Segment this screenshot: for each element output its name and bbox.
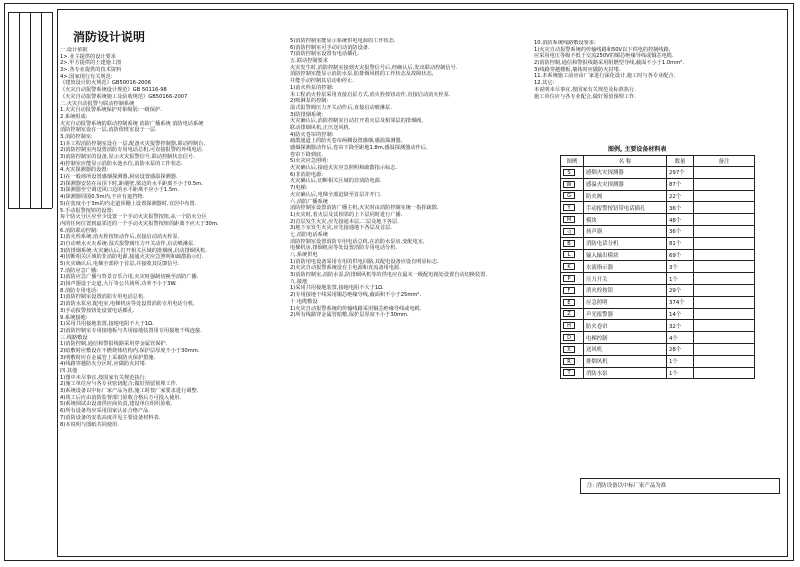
note-line: 3)系统设备以中标厂家产品为准,施工时按厂家要求进行调整. (60, 388, 199, 395)
note-line: 一.设计依据 (60, 47, 88, 53)
legend-symbol-icon: G (563, 192, 575, 199)
table-header-row (561, 156, 755, 167)
table-row (561, 308, 755, 320)
note-line: 《火灾自动报警系统设计规范》GB 50116-98 (60, 87, 167, 94)
legend-symbol-icon: X (563, 346, 575, 353)
cell-name: 应急照明 (584, 296, 667, 308)
note-line: 4)竣工后应由消防监督部门验收合格后方可投入使用. (60, 394, 182, 401)
cell-note (694, 214, 755, 226)
note-line: 1)火灾自动报警系统的传输线路和50V以下供电的控制线路, (534, 46, 671, 53)
cell-name: 防火卷帘 (584, 320, 667, 332)
note-line: 6.消防联动控制: (60, 227, 98, 234)
legend-symbol (561, 225, 584, 237)
note-line: 6)消防控制室可手动启动消防设备. (290, 44, 370, 51)
note-line: 3)地下室发生火灾,应先接通地下各层及首层. (290, 225, 392, 232)
note-line: 消防控制室设置消防广播主机,火灾时由消防控制室统一指挥疏散. (290, 205, 439, 212)
note-line: 1)图中未尽事宜,按国家有关规范执行. (60, 374, 147, 381)
note-line: 2)消防控制,通信和警报线路采用阻燃型导线,截面不小于1.0mm². (534, 60, 685, 67)
note-line: 火灾确认后,接通火灾应急照明和疏散指示标志. (290, 165, 398, 172)
page-title: 消防设计说明 (73, 30, 146, 44)
cell-note (694, 355, 755, 367)
legend-symbol (561, 332, 584, 344)
cell-qty: 87个 (667, 178, 694, 190)
note-line: 2)喷淋泵的控制: (290, 98, 329, 105)
note-line: 1)火灾自动报警系统的传输线路采用铜芯绝缘导线或电缆. (290, 305, 422, 312)
note-line: 9.系统接地: (60, 314, 88, 321)
table-row (561, 237, 755, 249)
note-line: 五.联动控制要求 (290, 58, 328, 65)
note-line: 1)本工程消防控制室设在一层,配备火灾报警控制器,联动控制台. (60, 140, 206, 147)
note-line: 7)消防控制室设置有电话插孔. (290, 51, 360, 58)
table-row (561, 202, 755, 214)
legend-symbol (561, 320, 584, 332)
table-row (561, 167, 755, 179)
note-line: 2)专用接地干线采用铜芯绝缘导线,截面积不小于25mm². (290, 292, 422, 299)
note-line: 2)自动喷水灭火系统:湿式报警阀压力开关动作,启动喷淋泵. (60, 240, 195, 247)
note-line: 7)消防设备的安装高度详见主要设备材料表. (60, 414, 161, 421)
note-line: 12.其它: (534, 80, 555, 87)
note-line: 5)在宽度小于3m的内走道顶棚上设置探测器时,宜居中布置. (60, 200, 197, 207)
table-row (561, 214, 755, 226)
note-line: 每个防火分区应至少设置一个手动火灾报警按钮,从一个防火分区 (60, 214, 207, 221)
cell-name: 水流指示器 (584, 261, 667, 273)
legend-symbol (561, 237, 584, 249)
table-row (561, 296, 755, 308)
note-line: 感烟探测器动作后,卷帘下降至距地1.8m,感温探测器动作后, (290, 145, 428, 151)
cell-qty: 1个 (667, 367, 694, 379)
legend-symbol-icon: P (563, 275, 575, 282)
cell-name: 感温火灾探测器 (584, 178, 667, 190)
cell-note (694, 237, 755, 249)
note-line: 8)本说明与图纸共同使用. (60, 421, 119, 428)
legend-symbol (561, 214, 584, 226)
note-line: 本说明未尽事宜,按国家有关规范及标准执行. (534, 86, 636, 93)
note-line: 火灾发生时,消防控制室接到火灾报警信号后,经确认后,发出联动控制信号. (290, 64, 458, 71)
note-line: 消防控制室能显示消防水泵,防排烟风机的工作状态及故障状态, (290, 71, 434, 78)
note-line: 2)扬声器设于走道,大厅等公共场所,功率不小于3W. (60, 281, 177, 288)
note-line: 4)防火卷帘的控制: (290, 131, 334, 138)
note-line: 1>.业主提供的设计要求 (60, 53, 116, 60)
note-line: 5)系统调试由设备供应商负责,建设单位组织验收. (60, 401, 173, 408)
note-line: 火灾确认后,电梯全部迫降至首层并开门. (290, 191, 382, 198)
note-line: 8.消防专用电话: (60, 287, 98, 294)
table-row (561, 343, 755, 355)
note-line: 3)消防控制室的设备,显示火灾报警信号,联动控制状态信号. (60, 154, 195, 160)
cell-qty: 36个 (667, 202, 694, 214)
note-line: 4)切断相关区域的非消防电源,接通火灾应急照明和疏散指示灯. (60, 254, 204, 261)
legend-symbol-icon: S (563, 169, 575, 176)
note-line: 4>.国家现行有关规范: (60, 73, 113, 80)
cell-note (694, 190, 755, 202)
legend-symbol-icon: ◁ (563, 228, 575, 235)
cell-name: 电梯控制 (584, 332, 667, 344)
note-line: 2)暗敷时应敷设在不燃烧体结构内,保护层厚度不小于30mm. (60, 347, 200, 354)
note-line: 九.接地 (290, 278, 308, 285)
material-table (560, 155, 755, 379)
note-line: 2)消防控制室内设置消防专用电话总机,可直接报警的外线电话. (60, 147, 204, 154)
cell-note (694, 202, 755, 214)
note-line: 1)消防应急广播与背景音乐合用,火灾时强制切换至消防广播. (60, 274, 199, 281)
header-qty: 数量 (667, 156, 694, 167)
cell-note (694, 225, 755, 237)
note-line: 消防控制室设置消防专用电话总机,在消防水泵房,变配电室, (290, 238, 425, 245)
cell-name: 消防电话分机 (584, 237, 667, 249)
note-line: 《火灾自动报警系统施工及验收规范》GB50166-2007 (60, 93, 188, 100)
legend-symbol-icon: B (563, 240, 575, 247)
note-line: 7)电梯: (290, 185, 308, 192)
note-line: 疏散通道上的防火卷帘两侧设置感烟,感温探测器, (290, 138, 403, 145)
note-line: 3)手动报警按钮处设置电话插孔. (60, 307, 135, 314)
note-line: 4)线路穿越防火分区时,应做防火封堵. (60, 361, 147, 368)
note-line: 六.消防广播系统 (290, 198, 328, 205)
legend-symbol (561, 190, 584, 202)
cell-name: 输入输出模块 (584, 249, 667, 261)
legend-symbol (561, 202, 584, 214)
note-line: 5)火灾应急照明: (290, 158, 329, 165)
table-row (561, 178, 755, 190)
note-line: 1)火灾时,着火层及其相邻的上下层同时进行广播. (290, 211, 403, 218)
legend-symbol (561, 296, 584, 308)
cell-qty: 3个 (667, 261, 694, 273)
legend-symbol (561, 178, 584, 190)
cell-name: 消防水泵 (584, 367, 667, 379)
note-line: 5)火灾确认后,电梯全部停于首层,并接收其反馈信号. (60, 261, 180, 267)
note-line: 4)控制室应能显示消防水池水位,消防水泵的工作状态. (60, 160, 183, 167)
cell-name: 送风机 (584, 343, 667, 355)
cell-name: 声光报警器 (584, 308, 667, 320)
note-line: 3)消防控制室,消防水泵,防排烟风机等的供电应在最末一级配电箱处设置自动切换装置. (290, 272, 488, 279)
header-name: 名 称 (584, 156, 667, 167)
table-row (561, 284, 755, 296)
cell-qty: 29个 (667, 284, 694, 296)
note-line: 施工单位应与各专业配合,做好预留预埋工作. (534, 93, 636, 100)
note-line: 卷帘下降到底. (290, 151, 323, 158)
cell-name: 消火栓按钮 (584, 284, 667, 296)
cell-qty: 81个 (667, 237, 694, 249)
cell-note (694, 343, 755, 355)
note-line: 应采用电压等级不低于交流250V的铜芯绝缘导线或铜芯电缆. (534, 53, 674, 60)
cell-qty: 22个 (667, 190, 694, 202)
legend-symbol (561, 308, 584, 320)
table-row (561, 332, 755, 344)
notes-column-left (60, 47, 288, 555)
table-row (561, 261, 755, 273)
note-line: 1)在一般场所设置感烟探测器,厨房设置感温探测器. (60, 174, 178, 181)
note-line: 3>.各专业提供的技术资料 (60, 67, 122, 74)
legend-symbol (561, 167, 584, 179)
note-line: 3)探测器至空调送风口边的水平距离不应小于1.5m. (60, 187, 179, 194)
cell-note (694, 296, 755, 308)
note-line: 1.火灾自动报警系统保护对象级别:一级保护. (60, 107, 162, 114)
note-line: 11.本系统施工前应由厂家进行深化设计,施工时与各专业配合. (534, 73, 676, 80)
legend-symbol-icon: W (563, 181, 575, 188)
table-row (561, 320, 755, 332)
note-line: 1)消防控制室设置消防专用电话总机. (60, 294, 145, 301)
legend-symbol-icon: Z (563, 310, 575, 317)
note-line: 火灾确认后,消防控制室自动打开着火层及相邻层的排烟阀, (290, 118, 423, 125)
cell-qty: 32个 (667, 320, 694, 332)
cell-name: 压力开关 (584, 273, 667, 285)
legend-symbol-icon: M (563, 216, 575, 223)
note-line: 3)线路穿越楼板,墙体时应做防火封堵. (534, 66, 621, 73)
legend-symbol-icon: D (563, 334, 575, 341)
cell-name: 模块 (584, 214, 667, 226)
table-row (561, 225, 755, 237)
cell-note (694, 178, 755, 190)
legend-symbol-icon: R (563, 358, 575, 365)
cell-qty: 48个 (667, 214, 694, 226)
note-line: 10.消防系统线路敷设要求: (534, 40, 596, 46)
note-line: 2)火灾自动报警系统设有主电源和直流备用电源. (290, 265, 401, 272)
legend-symbol (561, 273, 584, 285)
legend-symbol-icon: E (563, 299, 575, 306)
table-row (561, 367, 755, 379)
note-line: 2)施工单位应与各专业密切配合,做好预留预埋工作. (60, 381, 178, 388)
notes-column-right (534, 40, 786, 135)
note-line: 二.火灾自动报警与联动控制系统 (60, 100, 135, 107)
cell-qty: 297个 (667, 167, 694, 179)
legend-symbol (561, 343, 584, 355)
note-line: 八.系统供电 (290, 252, 318, 258)
note-line: 3.消防控制室: (60, 133, 93, 140)
cell-qty: 69个 (667, 249, 694, 261)
note-line: 5)消防控制室能显示系统供电电源的工作状态. (290, 38, 396, 44)
note-line: 1)采用共用接地装置,接地电阻不大于1Ω. (290, 285, 384, 292)
table-row (561, 355, 755, 367)
note-line: 1)消火栓泵的控制: (290, 84, 334, 91)
note-line: 4.火灾探测器的设置: (60, 167, 109, 174)
note-line: 电梯机房,排烟机房等处设置消防专用电话分机. (290, 245, 398, 252)
footnote-box: 注: 消防设备以中标厂家产品为准 (580, 478, 780, 494)
note-line: 2>.甲方提供的土建施工图 (60, 60, 122, 67)
cell-name: 排烟风机 (584, 355, 667, 367)
cell-note (694, 332, 755, 344)
legend-symbol (561, 249, 584, 261)
cell-name: 手动报警按钮带电话插孔 (584, 202, 667, 214)
note-line: 2)消防控制室专用接地板与共用接地装置用专用接地干线连接. (60, 327, 202, 334)
legend-symbol (561, 367, 584, 379)
note-line: 火灾确认后,切断相关区域的非消防电源. (290, 178, 382, 185)
header-symbol: 图例 (561, 156, 584, 167)
note-line: 四.其他 (60, 368, 78, 374)
table-row (561, 273, 755, 285)
note-line: 5.手动报警按钮的设置: (60, 207, 114, 214)
note-line: 联动排烟风机,正压送风机. (290, 124, 351, 131)
cell-note (694, 308, 755, 320)
cell-qty: 1个 (667, 355, 694, 367)
cell-note (694, 273, 755, 285)
cell-qty: 1个 (667, 273, 694, 285)
legend-symbol-icon: T (563, 369, 575, 376)
legend-symbol (561, 284, 584, 296)
note-line: 本工程消火栓泵采用直接启泵方式,消火栓按钮动作,直接启动消火栓泵. (290, 91, 451, 98)
note-line: 6)所有设备均应采用国家认证合格产品. (60, 408, 150, 415)
note-line: 2.系统组成: (60, 113, 88, 120)
legend-symbol-icon: L (563, 251, 575, 258)
note-line: 湿式报警阀压力开关动作后,直接启动喷淋泵. (290, 104, 392, 111)
table-row (561, 190, 755, 202)
note-line: 6)非消防电源: (290, 171, 324, 178)
legend-symbol-icon: Y (563, 204, 575, 211)
binding-margin-table (8, 12, 52, 208)
legend-symbol-icon: F (563, 287, 575, 294)
note-line: 1)采用共用接地装置,接地电阻不大于1Ω. (60, 321, 154, 328)
legend-symbol (561, 261, 584, 273)
note-line: 《建筑设计防火规范》GB50016-2006 (60, 80, 152, 87)
cell-qty: 36个 (667, 225, 694, 237)
material-table-title: 图例, 主要设备材料表 (608, 146, 667, 153)
note-line: 2)所有线路穿金属管暗敷,保护层厚度不小于30mm. (290, 312, 409, 319)
note-line: 十.电缆敷设 (290, 298, 318, 305)
note-line: 3)明敷时应在金属管上采取防火保护措施. (60, 354, 156, 361)
note-line: 2)消防水泵房,配电室,电梯机房等处设置消防专用电话分机. (60, 301, 195, 308)
legend-symbol (561, 355, 584, 367)
note-line: 2)首层发生火灾,应先接通本层,二层及地下各层. (290, 218, 399, 225)
cell-qty: 4个 (667, 332, 694, 344)
cell-note (694, 249, 755, 261)
header-note: 备注 (694, 156, 755, 167)
note-line: 1)消防控制,通信和警报线路采用穿金属管保护. (60, 341, 168, 348)
cell-qty: 28个 (667, 343, 694, 355)
note-line: 消防控制室设在一层,消防值班室设于一层. (60, 127, 157, 134)
legend-symbol-icon: H (563, 322, 575, 329)
note-line: 4)探测器周围0.5m内,不应有遮挡物. (60, 194, 145, 201)
cell-qty: 14个 (667, 308, 694, 320)
cell-qty: 374个 (667, 296, 694, 308)
cell-note (694, 367, 755, 379)
note-line: 3)防排烟系统:火灾确认后,打开相关区域的排烟阀,启动排烟风机. (60, 247, 207, 254)
note-line: 并能手动控制其启动和停止. (290, 78, 354, 85)
cell-note (694, 261, 755, 273)
cell-note (694, 284, 755, 296)
cell-name: 防火阀 (584, 190, 667, 202)
note-line: 7.消防应急广播: (60, 267, 98, 274)
notes-column-middle (290, 38, 530, 493)
cell-note (694, 167, 755, 179)
note-line: 三.线路敷设 (60, 334, 88, 341)
legend-symbol-icon: K (563, 263, 575, 270)
note-line: 2)探测器安装在吊顶下时,距墙壁,梁边的水平距离不小于0.5m. (60, 180, 203, 187)
table-row (561, 249, 755, 261)
note-line: 七.消防电话系统 (290, 231, 328, 238)
note-line: 内的任何位置到最邻近的一个手动火灾报警按钮的距离不应大于30m. (60, 220, 219, 227)
note-line: 火灾自动报警系统的联动控制系统 消防广播系统 消防电话系统 (60, 120, 204, 127)
cell-name: 扬声器 (584, 225, 667, 237)
note-line: 1)消防用电设备采用专用的供电回路,其配电设备应设有明显标志. (290, 258, 439, 265)
note-line: 3)防排烟系统: (290, 111, 324, 118)
cell-note (694, 320, 755, 332)
note-line: 1)消火栓系统:消火栓按钮动作后,直接启动消火栓泵. (60, 234, 180, 241)
cell-name: 感烟火灾探测器 (584, 167, 667, 179)
